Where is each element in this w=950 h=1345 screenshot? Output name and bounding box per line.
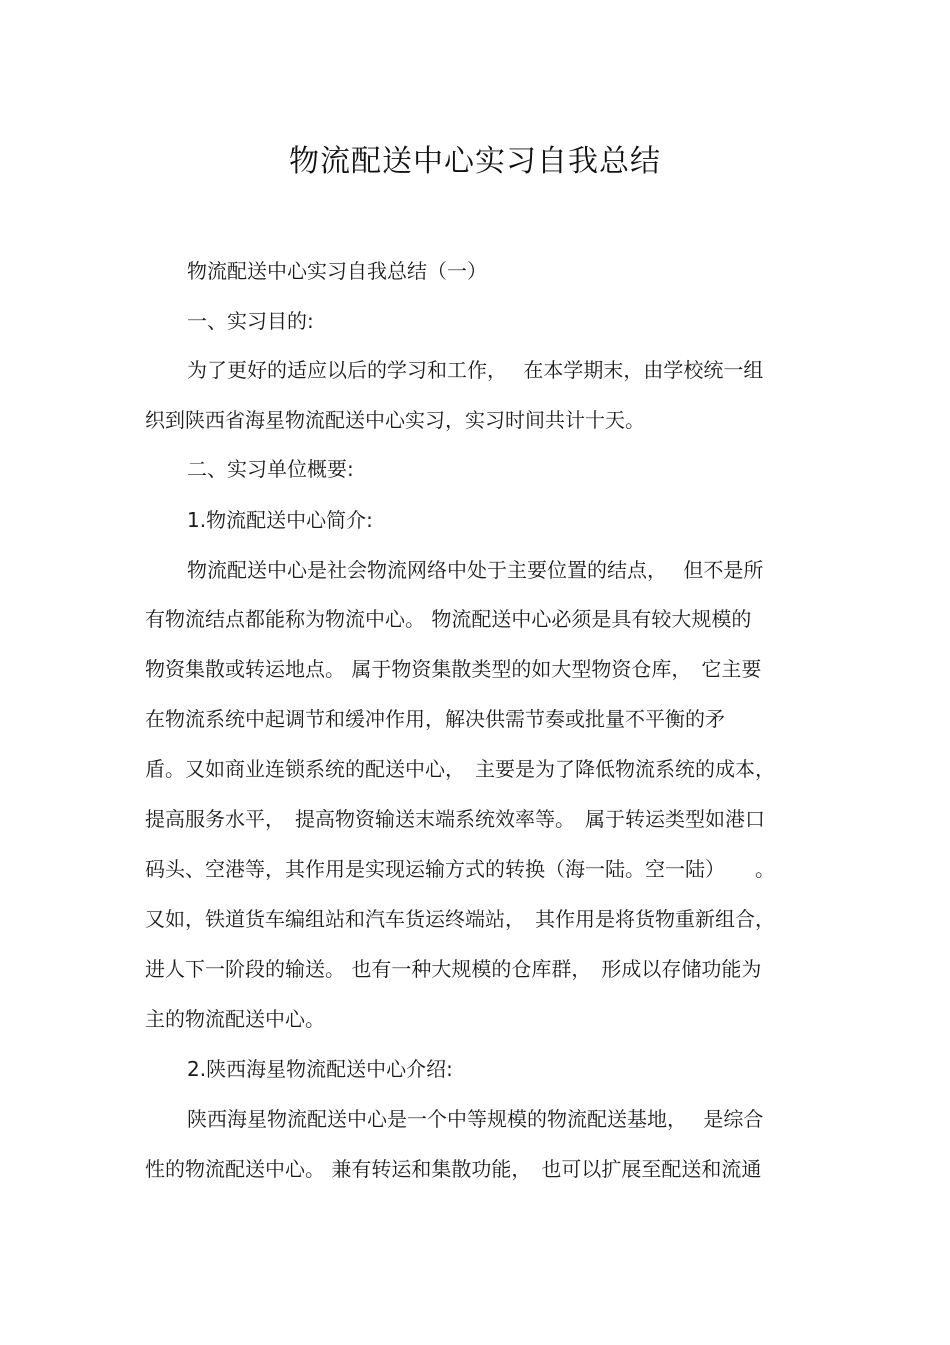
paragraph-line: 性的物流配送中心。 兼有转运和集散功能， 也可以扩展至配送和流通 <box>145 1157 762 1181</box>
paragraph-line: 陕西海星物流配送中心是一个中等规模的物流配送基地， 是综合 <box>187 1107 764 1131</box>
subheading-haixing: 2.陕西海星物流配送中心介绍: <box>187 1057 453 1081</box>
paragraph-line: 为了更好的适应以后的学习和工作， 在本学期末，由学校统一组 <box>187 358 764 382</box>
paragraph-line: 物流配送中心是社会物流网络中处于主要位置的结点， 但不是所 <box>187 558 764 582</box>
paragraph-line: 又如，铁道货车编组站和汽车货运终端站， 其作用是将货物重新组合， <box>145 907 775 931</box>
section-heading: 物流配送中心实习自我总结（一） <box>187 259 487 283</box>
paragraph-line: 进人下一阶段的输送。 也有一种大规模的仓库群， 形成以存储功能为 <box>145 957 762 981</box>
paragraph-line: 主的物流配送中心。 <box>145 1007 325 1031</box>
paragraph-line: 盾。又如商业连锁系统的配送中心， 主要是为了降低物流系统的成本， <box>145 757 775 781</box>
paragraph-line: 在物流系统中起调节和缓冲作用，解决供需节奏或批量不平衡的矛 <box>145 707 725 731</box>
document-title: 物流配送中心实习自我总结 <box>289 144 661 179</box>
paragraph-line: 物资集散或转运地点。 属于物资集散类型的如大型物资仓库， 它主要 <box>145 657 762 681</box>
heading-unit-overview: 二、实习单位概要: <box>187 457 354 481</box>
paragraph-line: 码头、空港等，其作用是实现运输方式的转换（海一陆。空一陆） 。 <box>145 857 775 881</box>
paragraph-line: 织到陕西省海星物流配送中心实习，实习时间共计十天。 <box>145 408 645 432</box>
subheading-intro: 1.物流配送中心简介: <box>187 508 373 532</box>
paragraph-line: 有物流结点都能称为物流中心。 物流配送中心必须是具有较大规模的 <box>145 607 752 631</box>
heading-purpose: 一、实习目的: <box>187 309 314 333</box>
paragraph-line: 提高服务水平， 提高物资输送末端系统效率等。 属于转运类型如港口 <box>145 807 765 831</box>
